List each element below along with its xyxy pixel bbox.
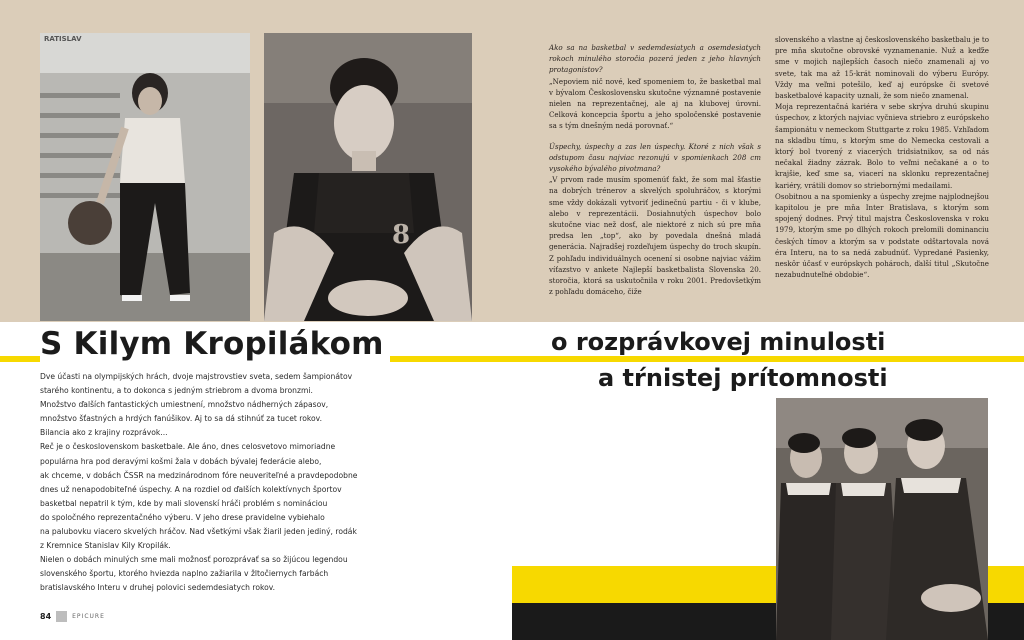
page-number: 84 [40, 612, 52, 621]
lead-line: na palubovku viacero skvelých hráčov. Nad všetkými však žiaril jeden jediný, rodák [40, 527, 357, 537]
lead-line: basketbal nepatril k tým, kde by mali slovenskí hráči problém s nomináciou [40, 498, 328, 508]
photo-team-bench [776, 398, 988, 640]
article-lead [40, 370, 480, 596]
lead-line: ak chceme, v dobách ČSSR na medzinárodnom fóre neuveriteľné a pravdepodobne [40, 470, 358, 480]
lead-line: množstvo šťastných a hrdých fanúšikov. Aj to sa dá stihnúť za tucet rokov. [40, 414, 322, 424]
interview-paragraph-2: Moja reprezentačná kariéra v sebe skrýva druhú skupinu úspechov, z ktorých najviac vyčnieva striebro z európskeho šampionátu v nemeckom Stuttgarte z roku 1985. Vzhľadom na skladbu tímu, s ktorým sme do Nemecka cestovali a ktorý bol tvorený z viacerých tridsiatnikov, sa od nás nečakal žiadny zázrak. Bolo to veľmi nečakané a o to krajšie, keď sme sa, viacerí na sklonku reprezentačnej kariéry, vrátili domov so striebornými medailami. [775, 102, 989, 190]
lead-line: Množstvo ďalších fantastických umiestnení, množstvo nádherných zápasov, [40, 400, 329, 410]
interview-answer-2: „V prvom rade musím spomenúť fakt, že som mal šťastie na dobrých trénerov a skvelých spoluhráčov, s ktorými sme vždy dokázali vytvoriť jedinečnú partiu - či v klube, alebo v reprezentácii. Dosiahnutých úspechov bolo skutočne viac než dosť, ale niektoré z nich sú pre mňa predsa len „top“, ako by povedala dnešná mladá generácia. Najradšej rozdeľujem úspechy do troch skupín. Z pohľadu individuálnych ocenení si osobne najviac vážim víťazstvo v ankete Najlepší basketbalista Slovenska 20. storočia, ktorá sa uskutočnila v roku 2001. Predovšetkým z pohľadu domáceho, čiže [549, 175, 761, 297]
lead-line: Nielen o dobách minulých sme mali možnosť porozprávať sa so žijúcou legendou [40, 555, 348, 565]
lead-line: populárna hra pod deravými košmi žala v dobách bývalej federácie alebo, [40, 456, 322, 466]
lead-line: Bilancia ako z krajiny rozprávok... [40, 428, 168, 438]
magazine-logo-icon [56, 611, 67, 622]
article-subtitle-line-2: a tŕnistej prítomnosti [598, 364, 888, 392]
lead-line: dnes už nenapodobiteľné úspechy. A na rozdiel od ďalších kolektívnych športov [40, 484, 342, 494]
lead-line: z Kremnice Stanislav Kily Kropilák. [40, 541, 171, 551]
interview-paragraph-3: Osobitnou a na spomienky a úspechy zrejme najplodnejšou kapitolou je pre mňa Inter Bratislava, s ktorým som spojený dodnes. Prvý titul majstra Československa v roku 1979, ktorým sme po dlhých rokoch prelomili dominanciu českých tímov a ktorým sa v podstate odštartovala nová éra Interu, na to sa nedá zabudnúť. Vypredané Pasienky, neskôr účasť v európskych pohároch, ďalší titul „Skutočne nezabudnuteľné obdobie“. [775, 191, 989, 280]
magazine-name: EPICURE [72, 613, 105, 620]
lead-line: Reč je o československom basketbale. Ale áno, dnes celosvetovo mimoriadne [40, 442, 336, 452]
interview-paragraph-1: slovenského a vlastne aj československého basketbalu je to pre mňa skutočne obrovské vyznamenanie. Nuž a keďže sme v mojich najlepších časoch niečo znamenali aj vo svete, tak ma až 15-krát nominovali do výberu Európy. Vždy ma veľmi potešilo, keď aj európske či svetové basketbalové kapacity uznali, že som niečo znamenal. [775, 35, 989, 101]
lead-line: do spoločného reprezentačného výberu. V jeho drese pravidelne vybiehalo [40, 512, 325, 522]
interview-column-right [775, 34, 989, 280]
interview-answer-1: „Nepoviem nič nové, keď spomeniem to, že basketbal mal v bývalom Československu skutočne významné postavenie nielen na reprezentačnej, ale aj na klubovej úrovni. Celková koncepcia športu a jeho spoločenské postavenie sa s tým dnešným nedá porovnať.“ [549, 76, 761, 131]
svg-text:8: 8 [392, 220, 411, 250]
article-title: S Kilym Kropilákom [40, 326, 390, 362]
photo-player-portrait [264, 33, 472, 321]
lead-line: slovenského športu, ktorého hviezda naplno zažiarila v žltočiernych farbách [40, 569, 329, 579]
page-footer [40, 611, 105, 622]
lead-line: bratislavského Interu v druhej polovici sedemdesiatych rokov. [40, 583, 276, 593]
article-subtitle-line-1: o rozprávkovej minulosti [551, 328, 886, 356]
photo-player-dribbling [40, 33, 250, 321]
lead-line: starého kontinentu, a to dokonca s jedným striebrom a dvoma bronzmi. [40, 386, 313, 396]
photo-banner-text: RATISLAV [44, 35, 82, 43]
interview-question-2: Úspechy, úspechy a zas len úspechy. Ktoré z nich však s odstupom času najviac rezonujú v spomienkach 208 cm vysokého bývalého pivotmana? [549, 141, 761, 174]
lead-line: Dve účasti na olympijských hrách, dvoje majstrovstiev sveta, sedem šampionátov [40, 372, 353, 381]
interview-column-left [549, 42, 761, 306]
interview-question-1: Ako sa na basketbal v sedemdesiatych a osemdesiatych rokoch minulého storočia pozerá jeden z jeho hlavných protagonistov? [549, 43, 761, 75]
